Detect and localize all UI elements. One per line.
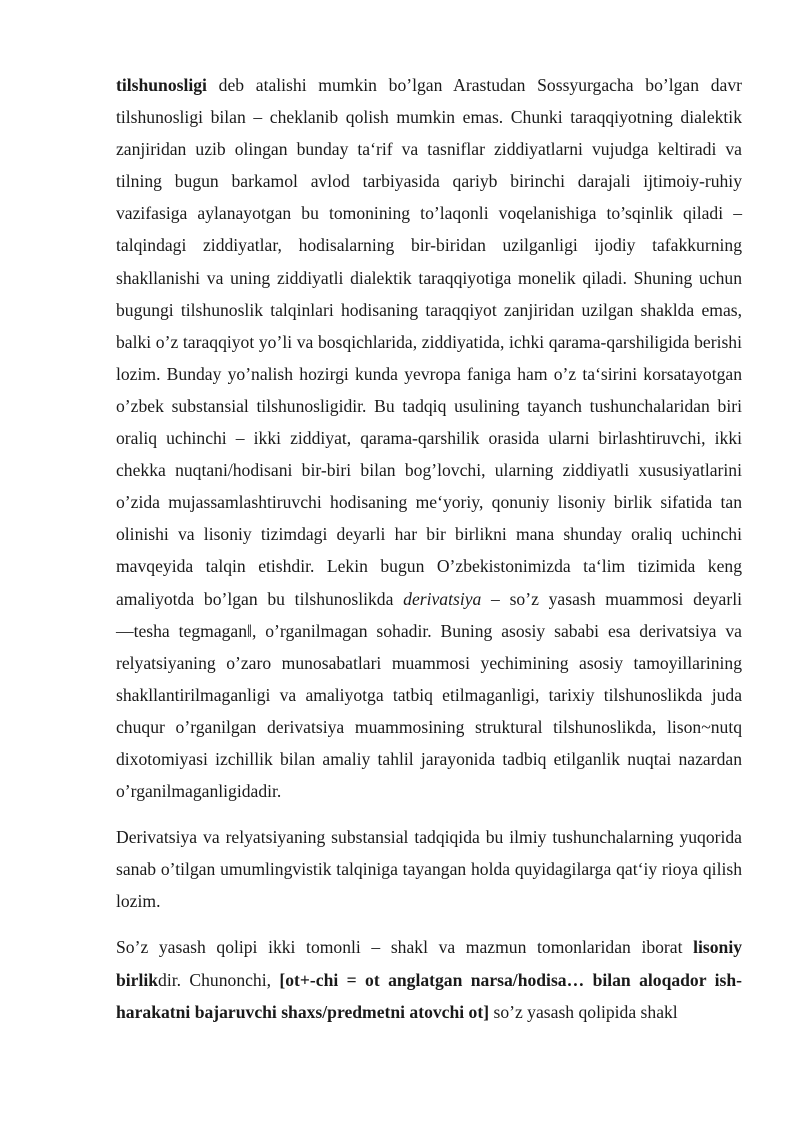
term-tilshunosligi: tilshunosligi	[116, 75, 207, 95]
paragraph-2	[116, 821, 742, 917]
paragraph-1	[116, 69, 742, 807]
paragraph-1-text-b: – so’z yasash muammosi deyarli ―tesha tegmagan‖, o’rganilmagan sohadir. Buning asosiy sababi esa derivatsiya va relyatsiyaning o’zaro munosabatlari muammosi yechimining asosiy tamoyillarining shakllantirilmaganligi va amaliyotga tatbiq etilmaganligi, tarixiy tilshunoslikda juda chuqur o’rganilgan derivatsiya muammosining struktural tilshunoslikda, lison~nutq dixotomiyasi izchillik bilan amaliy tahlil jarayonida tadbiq etilganlik nuqtai nazardan o’rganilmaganligidadir.	[116, 588, 743, 802]
term-lisoniy-birlik: lisoniy birlik	[116, 937, 742, 990]
paragraph-3-text-c: so’z yasash qolipida shakl	[489, 1001, 678, 1022]
paragraph-3	[116, 931, 742, 1027]
document-page	[116, 69, 742, 1042]
paragraph-2-text: Derivatsiya va relyatsiyaning substansial tadqiqida bu ilmiy tushunchalarning yuqorida sanab o’tilgan umumlingvistik talqiniga tayangan holda quyidagilarga qat‘iy rioya qilish lozim.	[116, 827, 742, 912]
paragraph-3-text-a: So’z yasash qolipi ikki tomonli – shakl va mazmun tomonlaridan iborat	[116, 937, 694, 958]
formula-pattern: [ot+-chi = ot anglatgan narsa/hodisa… bilan aloqador ish-harakatni bajaruvchi shaxs/predmetni atovchi ot]	[116, 969, 742, 1022]
term-derivatsiya: derivatsiya	[403, 588, 482, 609]
paragraph-3-text-b: dir. Chunonchi,	[158, 969, 280, 990]
paragraph-1-text-a: deb atalishi mumkin bo’lgan Arastudan Sossyurgacha bo’lgan davr tilshunosligi bilan – cheklanib qolish mumkin emas. Chunki taraqqiyotning dialektik zanjiridan uzib olingan bunday ta‘rif va tasniflar ziddiyatlarni vujudga keltiradi va tilning bugun barkamol avlod tarbiyasida qariyb birinchi darajali ijtimoiy-ruhiy vazifasiga aylanayotgan bu tomonining to’laqonli voqelanishiga to’sqinlik qiladi – talqindagi ziddiyatlar, hodisalarning bir-biridan uzilganligi ijodiy tafakkurning shakllanishi va uning ziddiyatli dialektik taraqqiyotiga monelik qiladi. Shuning uchun bugungi tilshunoslik talqinlari hodisaning taraqqiyot zanjiridan uzilgan shaklda emas, balki o’z taraqqiyot yo’li va bosqichlarida, ziddiyatida, ichki qarama-qarshiligida berishi lozim. Bunday yo’nalish hozirgi kunda yevropa faniga ham o’z ta‘sirini korsatayotgan o’zbek substansial tilshunosligidir. Bu tadqiq usulining tayanch tushunchalaridan biri oraliq uchinchi – ikki ziddiyat, qarama-qarshilik orasida ularni birlashtiruvchi, ikki chekka nuqtani/hodisani bir-biri bilan bog’lovchi, ularning ziddiyatli xususiyatlarini o’zida mujassamlashtiruvchi hodisaning me‘yoriy, qonuniy lisoniy birlik sifatida tan olinishi va lisoniy tizimdagi deyarli har bir birlikni mana shunday oraliq uchinchi mavqeyida talqin etishdir. Lekin bugun O’zbekistonimizda ta‘lim tizimida keng amaliyotda bo’lgan bu tilshunoslikda	[116, 75, 742, 609]
